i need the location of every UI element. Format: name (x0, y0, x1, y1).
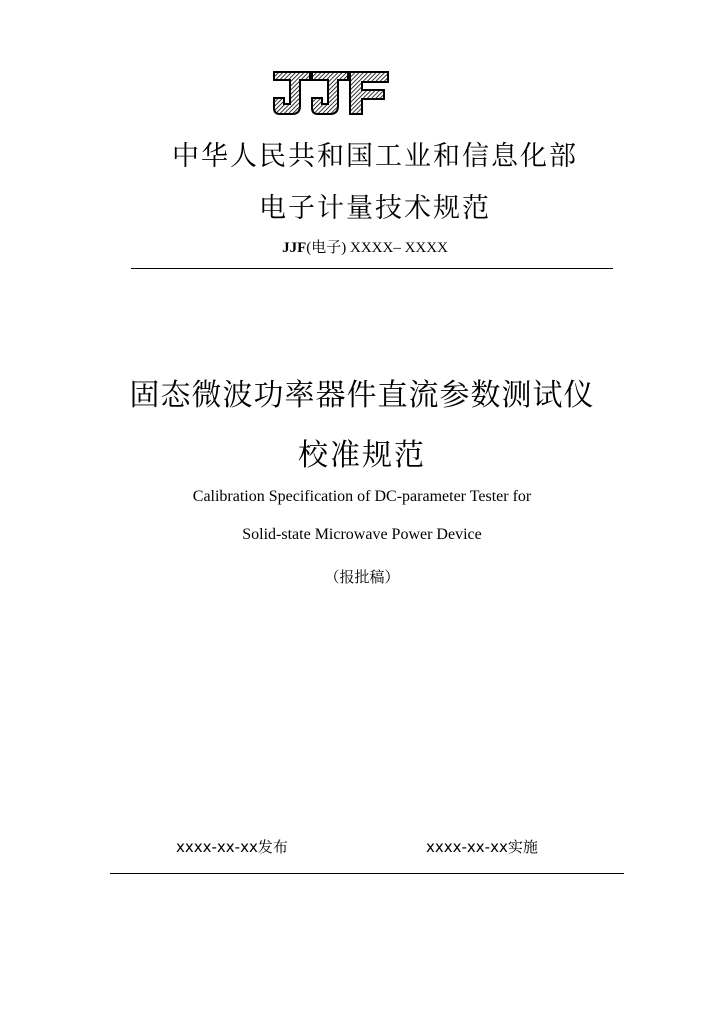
ministry-name: 中华人民共和国工业和信息化部 (172, 141, 578, 172)
publish-date: xxxx-xx-xx发布 (176, 838, 288, 856)
document-title-line2: 校准规范 (298, 438, 426, 473)
english-title-line2: Solid-state Microwave Power Device (242, 526, 482, 543)
spec-code-prefix: JJF (282, 240, 307, 256)
jjf-logo-graphic (272, 70, 390, 116)
implement-date: xxxx-xx-xx实施 (426, 838, 538, 856)
jjf-logo (272, 70, 390, 116)
footer-divider (110, 873, 624, 874)
document-title-line1: 固态微波功率器件直流参数测试仪 (129, 378, 595, 413)
spec-series-title: 电子计量技术规范 (259, 193, 491, 224)
spec-code-number: (电子) XXXX– XXXX (306, 240, 448, 256)
english-title-line1: Calibration Specification of DC-parameter Tester for (192, 488, 532, 505)
spec-code (150, 236, 580, 257)
header-divider (131, 268, 613, 269)
draft-status: （报批稿） (324, 568, 400, 586)
